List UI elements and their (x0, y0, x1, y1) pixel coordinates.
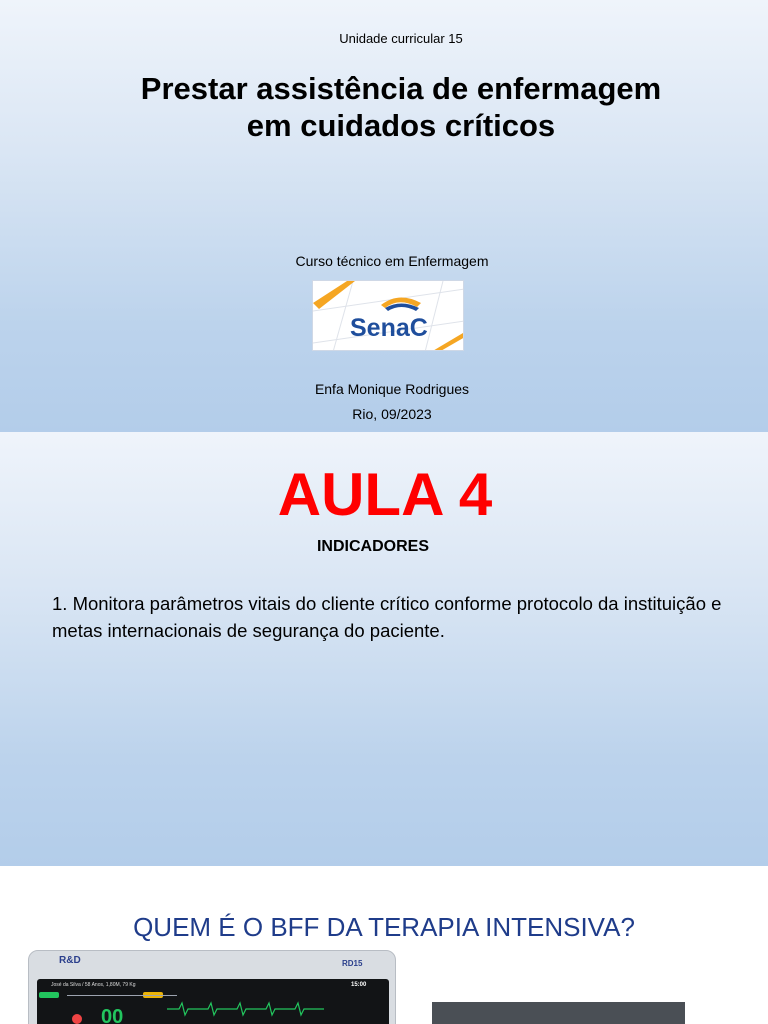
indicators-heading: INDICADORES (316, 538, 429, 555)
monitor-screen (37, 979, 389, 1024)
course-name: Curso técnico em Enfermagem (295, 253, 489, 269)
author-block (0, 377, 768, 427)
senac-logo (312, 280, 464, 351)
slide-bff (0, 866, 768, 1024)
lesson-heading: AULA 4 (277, 461, 493, 528)
clinical-photo (432, 1002, 685, 1024)
hr-label-badge (39, 992, 59, 998)
monitor-patient-info: José da Silva / 58 Anos, 1,80M, 79 Kg (51, 982, 136, 988)
monitor-divider (67, 995, 177, 996)
heart-rate-digits: 00 (101, 1006, 124, 1024)
logo-wordmark: SenaC (350, 314, 428, 342)
indicator-item-1: 1. Monitora parâmetros vitais do cliente crítico conforme protocolo da instituição e metas internacionais de segurança do paciente. (52, 593, 722, 641)
monitor-clock: 15:00 (351, 982, 367, 988)
author-name: Enfa Monique Rodrigues (314, 381, 470, 397)
patient-monitor-image (28, 950, 396, 1024)
heart-icon (72, 1014, 82, 1024)
slide-question-title: QUEM É O BFF DA TERAPIA INTENSIVA? (133, 912, 635, 942)
unit-label: Unidade curricular 15 (339, 31, 463, 46)
monitor-model: RD15 (342, 959, 363, 968)
course-title-line-2: em cuidados críticos (246, 108, 556, 143)
course-title-line-1: Prestar assistência de enfermagem (140, 71, 662, 106)
slide-aula-4 (0, 432, 768, 866)
course-title (0, 70, 768, 144)
location-date: Rio, 09/2023 (352, 406, 432, 422)
slide-title (0, 0, 768, 432)
monitor-brand: R&D (59, 955, 81, 966)
ecg-waveform (167, 1003, 324, 1015)
